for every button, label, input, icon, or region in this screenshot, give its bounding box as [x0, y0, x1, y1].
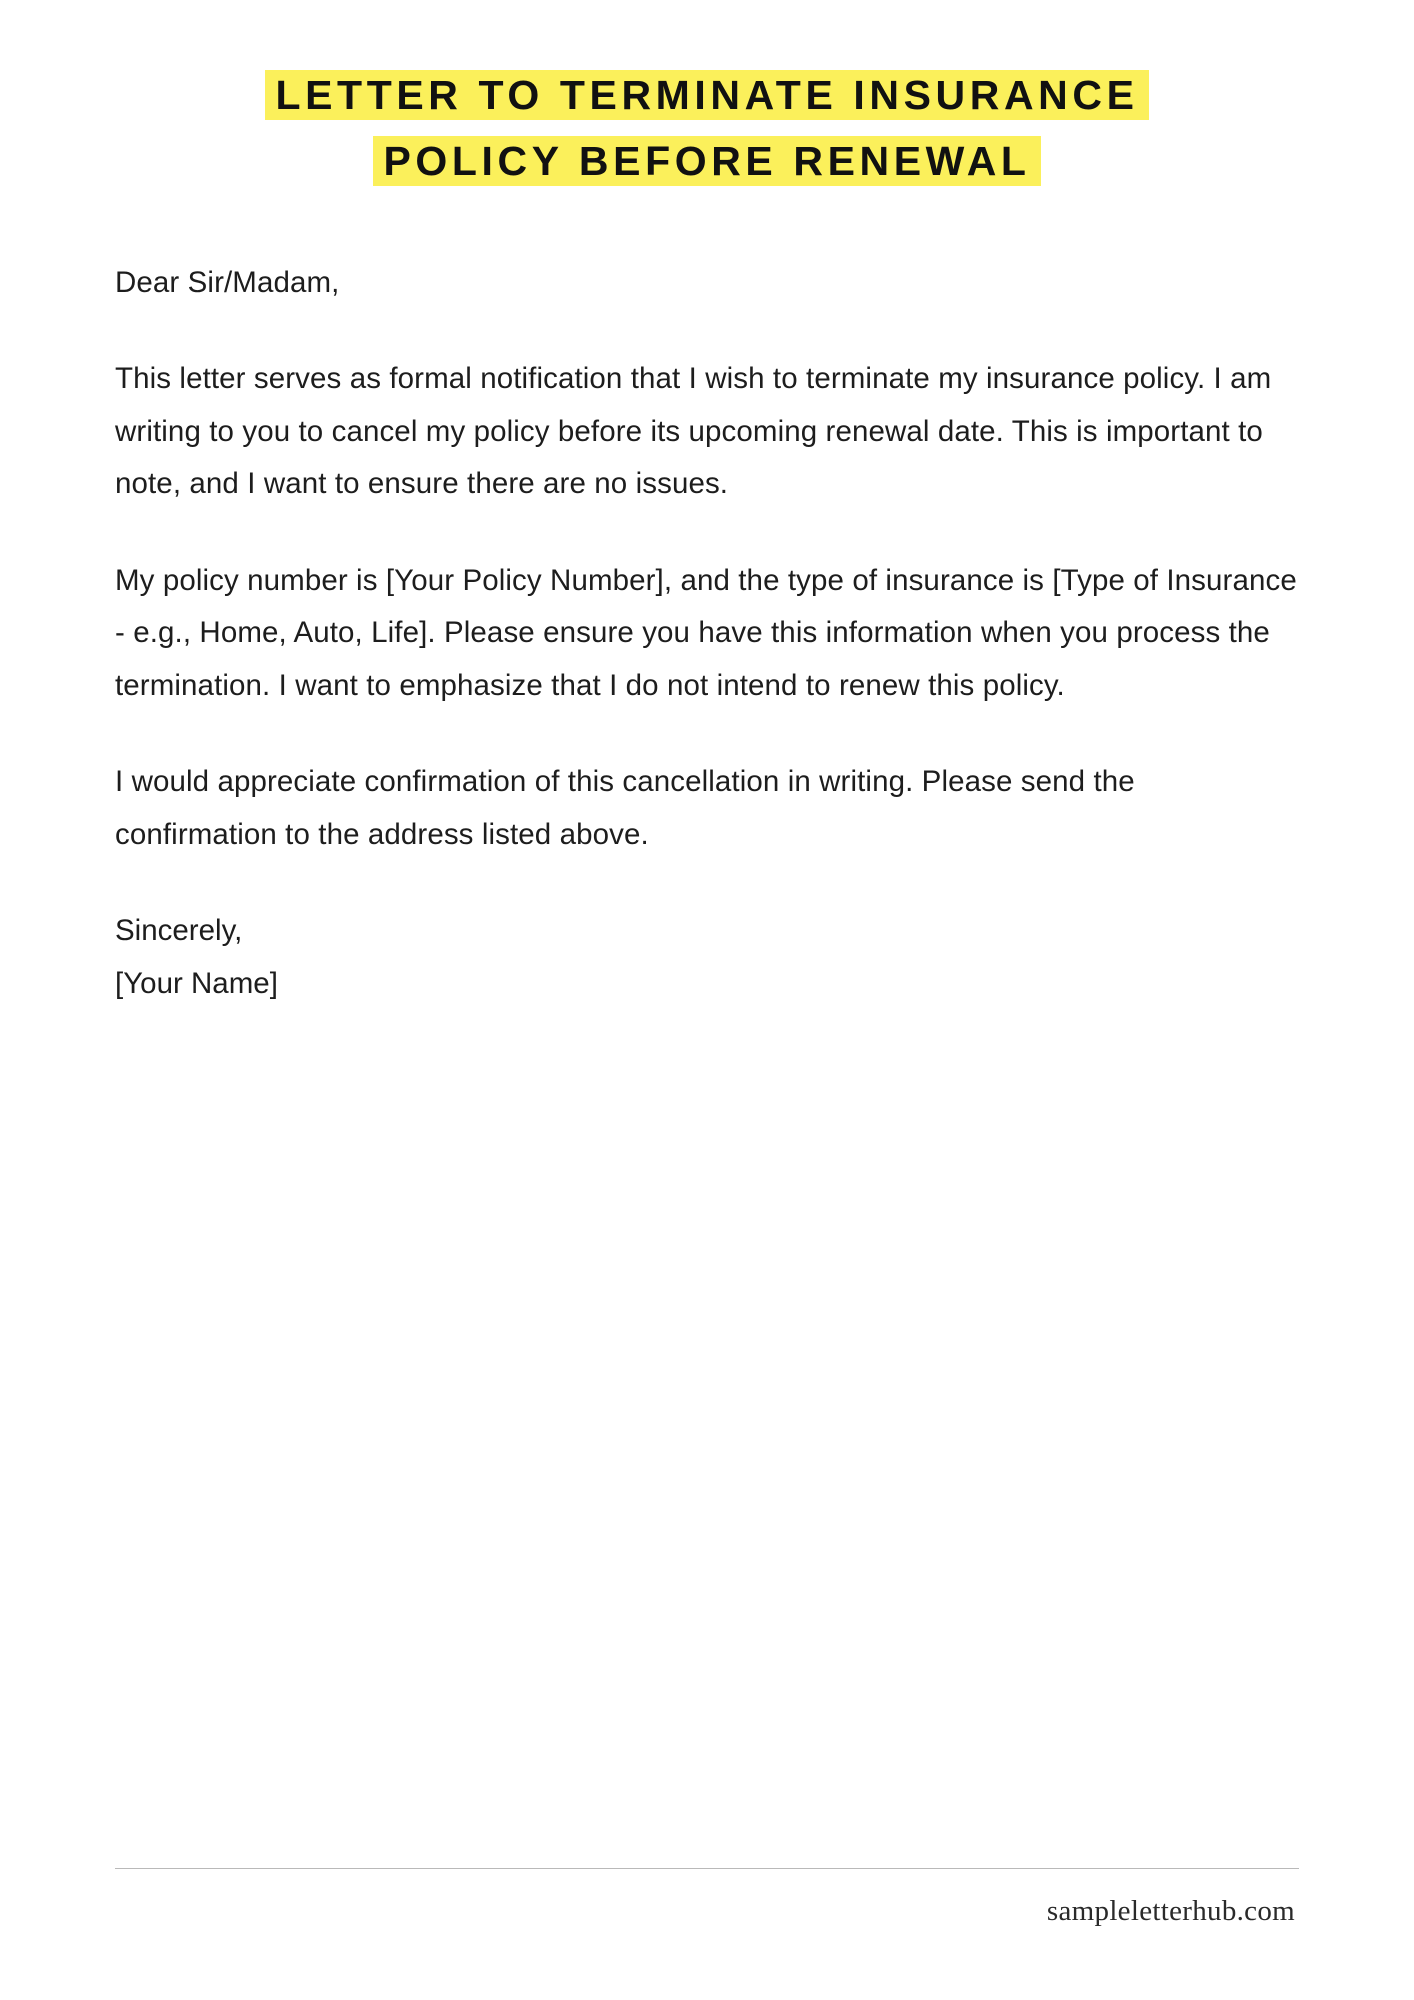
page-title-line-2: POLICY BEFORE RENEWAL [383, 138, 1031, 185]
footer [115, 1868, 1299, 1928]
page-title-line-1: LETTER TO TERMINATE INSURANCE [275, 72, 1139, 118]
signature-block [115, 905, 1299, 1010]
letter-body [0, 257, 1414, 1011]
signature-name: [Your Name] [115, 966, 278, 1000]
salutation: Dear Sir/Madam, [115, 265, 340, 299]
title-line-2-wrap [92, 128, 1322, 194]
paragraph-3: I would appreciate confirmation of this cancellation in writing. Please send the confirmation to the address listed above. [115, 765, 1135, 851]
footer-website: sampleletterhub.com [1046, 1895, 1295, 1927]
title-block [0, 0, 1414, 195]
closing-line: Sincerely, [115, 914, 243, 948]
title-line-1-wrap [92, 62, 1322, 128]
footer-divider [115, 1868, 1299, 1869]
paragraph-2: My policy number is [Your Policy Number], and the type of insurance is [Type of Insurance - e.g., Home, Auto, Life]. Please ensure you have this information when you process the termination. I want to emphasize that I do not intend to renew this policy. [115, 563, 1297, 702]
paragraph-1: This letter serves as formal notification that I wish to terminate my insurance policy. I am writing to you to cancel my policy before its upcoming renewal date. This is important to note, and I want to ensure there are no issues. [115, 362, 1272, 501]
title-wrap [92, 62, 1322, 195]
